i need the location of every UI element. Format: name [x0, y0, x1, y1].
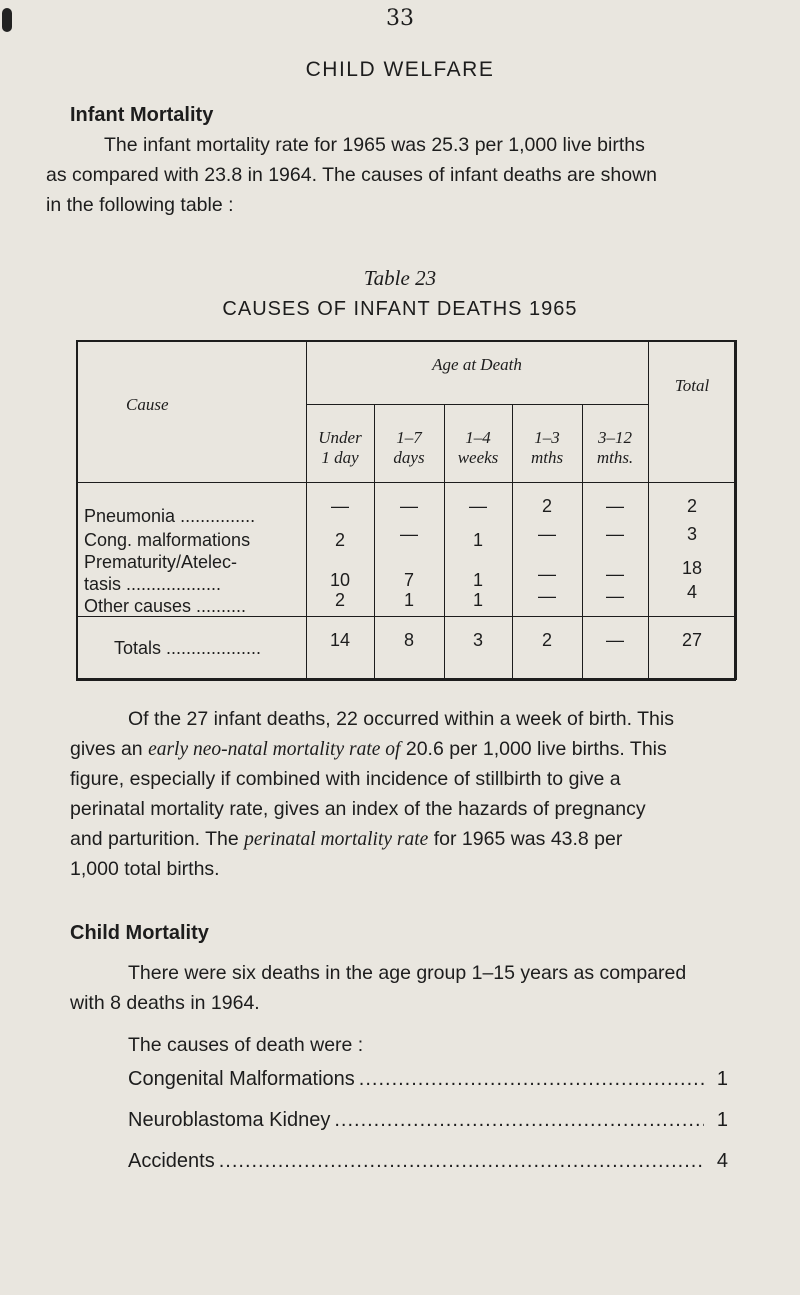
subheader-3-12-mths: 3–12 mths. [596, 428, 634, 467]
table-cell: — [606, 564, 624, 584]
section-title-child-mortality: Child Mortality [70, 922, 209, 944]
paragraph-line: The causes of death were : [128, 1034, 364, 1056]
list-item: Congenital Malformations ..... 1 [128, 1068, 728, 1109]
header-age-at-death: Age at Death [432, 355, 522, 374]
paragraph-line: gives an early neo-natal mortality rate of 20.6 per 1,000 live births. This [70, 738, 667, 760]
table-cell: — [606, 586, 624, 606]
paragraph-line: Of the 27 infant deaths, 22 occurred within a week of birth. This [128, 708, 674, 730]
table-cell: — [331, 496, 349, 516]
section-title-infant-mortality: Infant Mortality [70, 104, 214, 126]
table-cell-grand-total: 27 [681, 630, 703, 650]
subheader-1-3-mths: 1–3 mths [530, 428, 564, 467]
table-title: CAUSES OF INFANT DEATHS 1965 [222, 298, 578, 320]
table-cell-totals: 8 [403, 630, 414, 650]
header-cause: Cause [126, 395, 169, 414]
child-death-causes-list [128, 1068, 728, 1191]
paragraph-line: 1,000 total births. [70, 858, 220, 880]
table-cell: 10 [329, 570, 351, 590]
table-cell: 1 [403, 590, 414, 610]
infant-deaths-table [76, 340, 736, 680]
row-cause-prematurity-line2: tasis ................... [84, 574, 222, 594]
table-cell-total: 3 [686, 524, 697, 544]
paragraph-line: perinatal mortality rate, gives an index of the hazards of pregnancy [70, 798, 646, 820]
row-cause-other: Other causes .......... [84, 596, 247, 616]
table-cell-total: 18 [681, 558, 703, 578]
paragraph-line: figure, especially if combined with incidence of stillbirth to give a [70, 768, 621, 790]
row-totals-label: Totals ................... [114, 638, 262, 658]
page-heading: CHILD WELFARE [305, 58, 495, 81]
paragraph-line: and parturition. The perinatal mortality rate for 1965 was 43.8 per [70, 828, 623, 850]
subheader-under-1-day: Under 1 day [318, 428, 362, 467]
paragraph-line: with 8 deaths in 1964. [70, 992, 260, 1014]
row-cause-cong-malformations: Cong. malformations [84, 530, 251, 550]
subheader-1-7-days: 1–7 days [393, 428, 425, 467]
paragraph-line: as compared with 23.8 in 1964. The causes of infant deaths are shown [46, 164, 658, 186]
table-cell: — [400, 496, 418, 516]
table-cell: 1 [472, 530, 483, 550]
table-cell-totals: 2 [541, 630, 552, 650]
list-item: Accidents ..... 4 [128, 1150, 728, 1191]
row-cause-prematurity-line1: Prematurity/Atelec- [84, 552, 238, 572]
page-number: 33 [386, 6, 414, 31]
table-cell: 2 [334, 590, 345, 610]
table-cell: 2 [541, 496, 552, 516]
table-cell: 1 [472, 570, 483, 590]
table-cell: 1 [472, 590, 483, 610]
table-caption: Table 23 [363, 266, 437, 290]
table-cell: 2 [334, 530, 345, 550]
table-cell: — [538, 586, 556, 606]
table-cell: — [538, 524, 556, 544]
table-cell-totals: 14 [329, 630, 351, 650]
table-cell: 7 [403, 570, 414, 590]
table-cell: — [538, 564, 556, 584]
table-cell-total: 2 [686, 496, 697, 516]
paragraph-line: The infant mortality rate for 1965 was 25.3 per 1,000 live births [104, 134, 645, 156]
table-cell: — [469, 496, 487, 516]
header-total: Total [674, 376, 710, 395]
list-item: Neuroblastoma Kidney ..... 1 [128, 1109, 728, 1150]
row-cause-pneumonia: Pneumonia ............... [84, 506, 256, 526]
table-cell: — [606, 524, 624, 544]
subheader-1-4-weeks: 1–4 weeks [457, 428, 499, 467]
table-cell-totals: — [606, 630, 624, 650]
table-cell-totals: 3 [472, 630, 483, 650]
table-cell: — [606, 496, 624, 516]
paragraph-line: There were six deaths in the age group 1–15 years as compared [128, 962, 687, 984]
table-cell-total: 4 [686, 582, 697, 602]
paragraph-line: in the following table : [46, 194, 234, 216]
table-cell: — [400, 524, 418, 544]
